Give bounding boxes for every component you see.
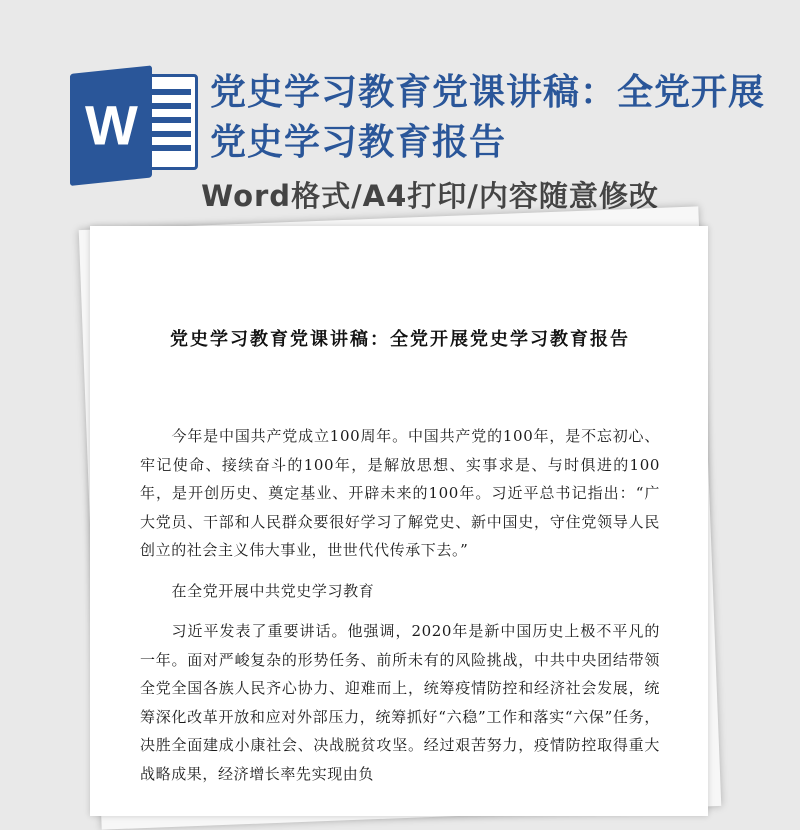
page-title: 党史学习教育党课讲稿：全党开展 党史学习教育报告 (210, 72, 766, 163)
page-subtitle: Word格式/A4打印/内容随意修改 (201, 179, 659, 213)
paragraph: 习近平发表了重要讲话。他强调，2020年是新中国历史上极不平凡的一年。面对严峻复杂的形势任务、前所未有的风险挑战，中共中央团结带领全党全国各族人民齐心协力、迎难而上，统筹疫情防控和经济社会发展，统筹深化改革开放和应对外部压力，统筹抓好“六稳”工作和落实“六保”任务，决胜全面建成小康社会、决战脱贫攻坚。经过艰苦努力，疫情防控取得重大战略成果，经济增长率先实现由负 (140, 622, 660, 783)
section-heading: 在全党开展中共党史学习教育 (171, 581, 375, 600)
document-body (140, 422, 660, 800)
word-icon (70, 66, 202, 178)
word-badge (70, 65, 152, 186)
document-page (90, 226, 708, 816)
word-badge-letter: W (84, 93, 138, 157)
document-title: 党史学习教育党课讲稿：全党开展党史学习教育报告 (170, 329, 630, 350)
header (0, 0, 800, 225)
paragraph: 今年是中国共产党成立100周年。中国共产党的100年，是不忘初心、牢记使命、接续奋斗的100年，是解放思想、实事求是、与时俱进的100年，是开创历史、奠定基业、开辟未来的100年。习近平总书记指出：“广大党员、干部和人民群众要很好学习了解党史、新中国史，守住党领导人民创立的社会主义伟大事业，世世代代传承下去。” (140, 427, 660, 559)
